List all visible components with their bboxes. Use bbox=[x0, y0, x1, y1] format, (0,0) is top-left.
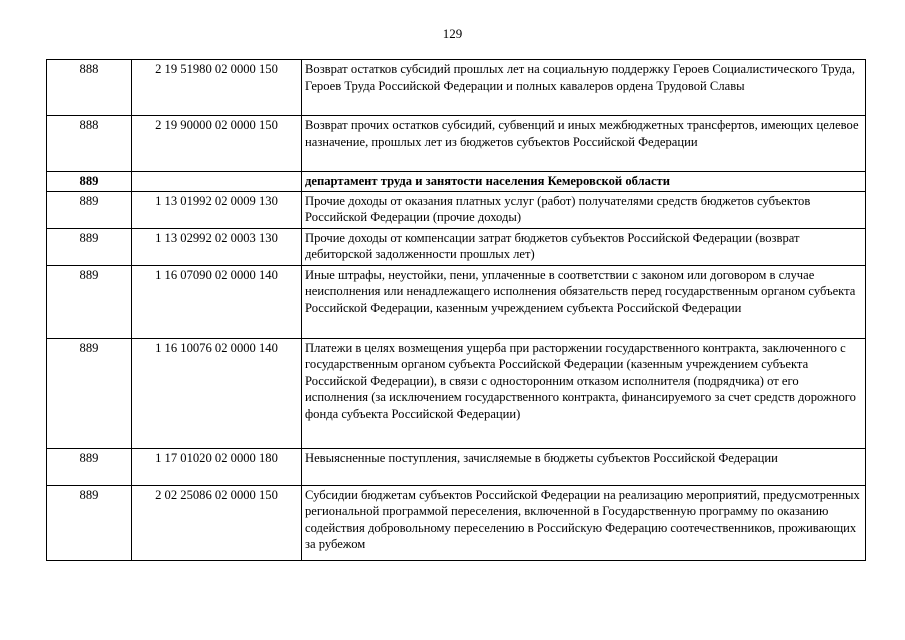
admin-code-cell: 889 bbox=[47, 338, 132, 448]
classification-code-cell: 2 19 90000 02 0000 150 bbox=[132, 116, 302, 172]
classification-code-cell: 1 17 01020 02 0000 180 bbox=[132, 448, 302, 485]
table-row bbox=[47, 485, 866, 560]
description-cell: Прочие доходы от компенсации затрат бюджетов субъектов Российской Федерации (возврат дебиторской задолженности прошлых лет) bbox=[302, 228, 866, 265]
table-body bbox=[47, 60, 866, 561]
admin-code-cell: 889 bbox=[47, 448, 132, 485]
table-row bbox=[47, 448, 866, 485]
description-cell: Иные штрафы, неустойки, пени, уплаченные в соответствии с законом или договором в случае неисполнения или ненадлежащего исполнения обязательств перед государственным органом субъекта Российской Федерации, казенным учреждением субъекта Российской Федерации bbox=[302, 265, 866, 338]
classification-code-cell: 1 16 07090 02 0000 140 bbox=[132, 265, 302, 338]
table-row bbox=[47, 228, 866, 265]
classification-code-cell: 1 16 10076 02 0000 140 bbox=[132, 338, 302, 448]
classification-code-cell: 2 19 51980 02 0000 150 bbox=[132, 60, 302, 116]
description-cell: Невыясненные поступления, зачисляемые в бюджеты субъектов Российской Федерации bbox=[302, 448, 866, 485]
admin-code-cell: 889 bbox=[47, 172, 132, 192]
classification-code-cell bbox=[132, 172, 302, 192]
description-cell: Возврат остатков субсидий прошлых лет на социальную поддержку Героев Социалистического Труда, Героев Труда Российской Федерации и полных кавалеров ордена Трудовой Славы bbox=[302, 60, 866, 116]
table-row bbox=[47, 338, 866, 448]
classification-code-cell: 1 13 02992 02 0003 130 bbox=[132, 228, 302, 265]
page-number: 129 bbox=[442, 26, 463, 41]
table-row bbox=[47, 60, 866, 116]
table-row bbox=[47, 265, 866, 338]
description-cell: Платежи в целях возмещения ущерба при расторжении государственного контракта, заключенного с государственным органом субъекта Российской Федерации (казенным учреждением субъекта Российской Федерации), в связи с односторонним отказом исполнителя (подрядчика) от его исполнения (за исключением государственного контракта, финансируемого за счет средств дорожного фонда субъекта Российской Федерации) bbox=[302, 338, 866, 448]
table-row bbox=[47, 172, 866, 192]
admin-code-cell: 889 bbox=[47, 265, 132, 338]
table-row bbox=[47, 191, 866, 228]
admin-code-cell: 889 bbox=[47, 191, 132, 228]
budget-classification-table bbox=[46, 59, 866, 561]
admin-code-cell: 889 bbox=[47, 228, 132, 265]
table-row bbox=[47, 116, 866, 172]
classification-code-cell: 1 13 01992 02 0009 130 bbox=[132, 191, 302, 228]
admin-code-cell: 888 bbox=[47, 60, 132, 116]
classification-code-cell: 2 02 25086 02 0000 150 bbox=[132, 485, 302, 560]
admin-code-cell: 888 bbox=[47, 116, 132, 172]
description-cell: Субсидии бюджетам субъектов Российской Федерации на реализацию мероприятий, предусмотренных региональной программой переселения, включенной в Государственную программу по оказанию содействия добровольному переселению в Российскую Федерацию соотечественников, проживающих за рубежом bbox=[302, 485, 866, 560]
admin-code-cell: 889 bbox=[47, 485, 132, 560]
description-cell: департамент труда и занятости населения Кемеровской области bbox=[302, 172, 866, 192]
description-cell: Возврат прочих остатков субсидий, субвенций и иных межбюджетных трансфертов, имеющих целевое назначение, прошлых лет из бюджетов субъектов Российской Федерации bbox=[302, 116, 866, 172]
description-cell: Прочие доходы от оказания платных услуг (работ) получателями средств бюджетов субъектов Российской Федерации (прочие доходы) bbox=[302, 191, 866, 228]
